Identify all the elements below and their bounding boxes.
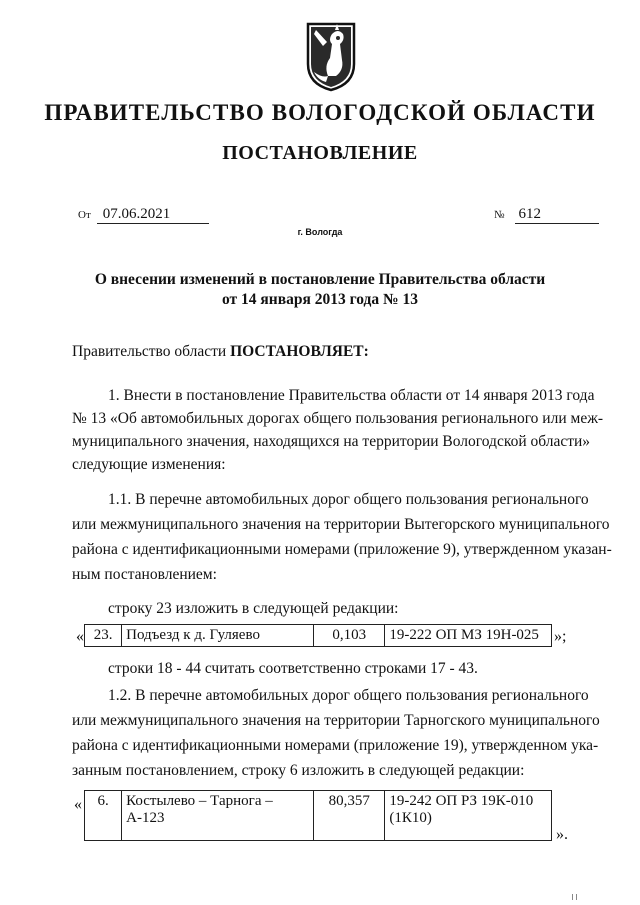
road-table-row-6 xyxy=(84,790,552,841)
row-6-close-quote: ». xyxy=(556,826,568,843)
row-6-open-quote: « xyxy=(74,796,82,813)
road-name-line-1: Костылево – Тарнога – xyxy=(126,793,273,809)
table-row xyxy=(85,791,552,841)
scan-mark xyxy=(572,894,573,900)
date-prefix: От xyxy=(78,209,91,221)
road-code-line-1: 19-242 ОП РЗ 19К-010 xyxy=(389,793,534,809)
row-number-cell: 23. xyxy=(85,625,122,647)
paragraph-1-line-3: муниципального значения, находящихся на территории Вологодской области» xyxy=(72,433,591,450)
document-title-line-2: от 14 января 2013 года № 13 xyxy=(222,291,418,308)
paragraph-1-1-line-3: района с идентификационными номерами (приложение 9), утвержденном указан- xyxy=(72,541,612,558)
document-number: 612 xyxy=(518,206,541,222)
table-row xyxy=(85,625,552,647)
road-name-line-2: А-123 xyxy=(126,810,165,826)
document-date: 07.06.2021 xyxy=(102,206,171,222)
paragraph-1-1-line-4: ным постановлением: xyxy=(72,566,217,583)
road-table-row-23 xyxy=(84,624,552,647)
row-23-open-quote: « xyxy=(76,628,84,645)
paragraph-1-line-1: 1. Внести в постановление Правительства области от 14 января 2013 года xyxy=(108,387,595,404)
number-field xyxy=(494,205,599,224)
preamble-text: Правительство области xyxy=(72,343,231,360)
row-number-cell: 6. xyxy=(85,791,122,841)
document-title-line-1: О внесении изменений в постановление Правительства области xyxy=(94,271,546,288)
paragraph-1-1-renumber-note: строки 18 - 44 считать соответственно строками 17 - 43. xyxy=(108,660,478,677)
road-length-cell: 80,357 xyxy=(314,791,385,841)
government-heading: ПРАВИТЕЛЬСТВО ВОЛОГОДСКОЙ ОБЛАСТИ xyxy=(44,100,596,125)
paragraph-1-2-line-3: района с идентификационными номерами (приложение 19), утвержденном ука- xyxy=(72,737,599,754)
city-label: г. Вологда xyxy=(297,227,343,237)
paragraph-1-line-4: следующие изменения: xyxy=(72,456,226,473)
preamble xyxy=(72,340,369,363)
paragraph-1-1-instruction: строку 23 изложить в следующей редакции: xyxy=(108,600,399,617)
vologda-coat-of-arms-emblem xyxy=(302,20,360,92)
number-prefix: № xyxy=(494,209,505,221)
row-23-close-quote: »; xyxy=(554,628,567,645)
road-code-line-2: (1К10) xyxy=(389,810,432,826)
road-code-cell xyxy=(385,791,552,841)
paragraph-1-2-line-1: 1.2. В перечне автомобильных дорог общего пользования регионального xyxy=(108,687,589,704)
scan-mark xyxy=(576,894,577,900)
preamble-resolves: ПОСТАНОВЛЯЕТ: xyxy=(230,343,369,360)
paragraph-1-1-line-1: 1.1. В перечне автомобильных дорог общего пользования регионального xyxy=(108,491,589,508)
paragraph-1-1-line-2: или межмуниципального значения на территории Вытегорского муниципального xyxy=(72,516,610,533)
date-underline xyxy=(97,205,209,224)
paragraph-1-2-line-4: занным постановлением, строку 6 изложить в следующей редакции: xyxy=(72,762,525,779)
road-name-cell xyxy=(122,791,314,841)
date-field xyxy=(78,205,209,224)
number-underline xyxy=(515,205,599,224)
road-name-cell: Подъезд к д. Гуляево xyxy=(122,625,314,647)
paragraph-1-2-line-2: или межмуниципального значения на территории Тарногского муниципального xyxy=(72,712,600,729)
road-length-cell: 0,103 xyxy=(314,625,385,647)
road-code-cell: 19-222 ОП МЗ 19Н-025 xyxy=(385,625,552,647)
document-type-heading: ПОСТАНОВЛЕНИЕ xyxy=(222,142,418,164)
paragraph-1-line-2: № 13 «Об автомобильных дорогах общего пользования регионального или меж- xyxy=(72,410,604,427)
